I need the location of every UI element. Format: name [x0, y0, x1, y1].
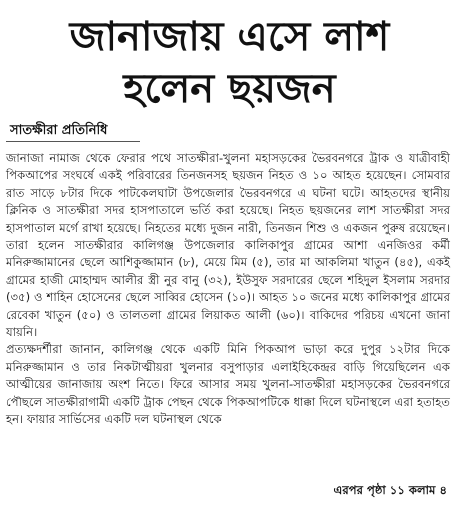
article-paragraph-2: প্রত্যক্ষদর্শীরা জানান, কালিগঞ্জ থেকে একটি মিনি পিকআপ ভাড়া করে দুপুর ১২টার দিকে মনিরুজ্জামান ও তার নিকটাত্মীয়রা খুলনার বসুপাড়ার এলাইহিকেন্দ্রর বাড়ি গিয়েছিলেন এক আত্মীয়ের জানাজায় অংশ নিতে। ফিরে আসার সময় খুলনা-সাতক্ষীরা মহাসড়কের ভৈরবনগরে পৌছলে সাতক্ষীরাগামী একটি ট্রাক পেছন থেকে পিকআপটিকে ধাক্কা দিলে ঘটনাস্থলে এরা হতাহত হন। ফায়ার সার্ভিসের একটি দল ঘটনাস্থল থেকে	[6, 342, 450, 427]
article-body	[6, 150, 450, 429]
byline: সাতক্ষীরা প্রতিনিধি	[10, 123, 108, 138]
headline-line-1: জানাজায় এসে লাশ	[69, 14, 390, 60]
headline-line-2: হলেন ছয়জন	[123, 66, 336, 112]
continuation-note: এরপর পৃষ্ঠা ১১ কলাম ৪	[333, 483, 447, 497]
article-paragraph-1: জানাজা নামাজ থেকে ফেরার পথে সাতক্ষীরা-খুলনা মহাসড়কের ভৈরবনগরে ট্রাক ও যাত্রীবাহী পিকআপের সংঘর্ষে একই পরিবারের তিনজনসহ ছয়জন নিহত ও ১০ আহত হয়েছেন। সোমবার রাত সাড়ে ৮টার দিকে পাটকেলঘাটা উপজেলার ভৈরবনগরে এ ঘটনা ঘটে। আহতদের স্থানীয় ক্লিনিক ও সাতক্ষীরা সদর হাসপাতালে ভর্তি করা হয়েছে। নিহত ছয়জনের লাশ সাতক্ষীরা সদর হাসপাতাল মর্গে রাখা হয়েছে। নিহতের মধ্যে দুজন নারী, তিনজন শিশু ও একজন পুরুষ রয়েছেন। তারা হলেন সাতক্ষীরার কালিগঞ্জ উপজেলার কালিকাপুর গ্রামের আশা এনজিওর কর্মী মনিরুজ্জামানের ছেলে আশিকুজ্জামান (৮), মেয়ে মিম (৫), তার মা আকলিমা খাতুন (৪৫), একই গ্রামের হাজী মোহাম্মদ আলীর স্ত্রী নুর বানু (৩২), ইউসুফ সরদারের ছেলে শহিদুল ইসলাম সরদার (৩৫) ও শাহিন হোসেনের ছেলে সাব্বির হোসেন (১০)। আহত ১০ জনের মধ্যে কালিকাপুর গ্রামের রেবেকা খাতুন (৫০) ও তালতলা গ্রামের লিয়াকত আলী (৬০)। বাকিদের পরিচয় এখনো জানা যায়নি।	[6, 151, 450, 340]
byline-rule	[6, 141, 140, 142]
